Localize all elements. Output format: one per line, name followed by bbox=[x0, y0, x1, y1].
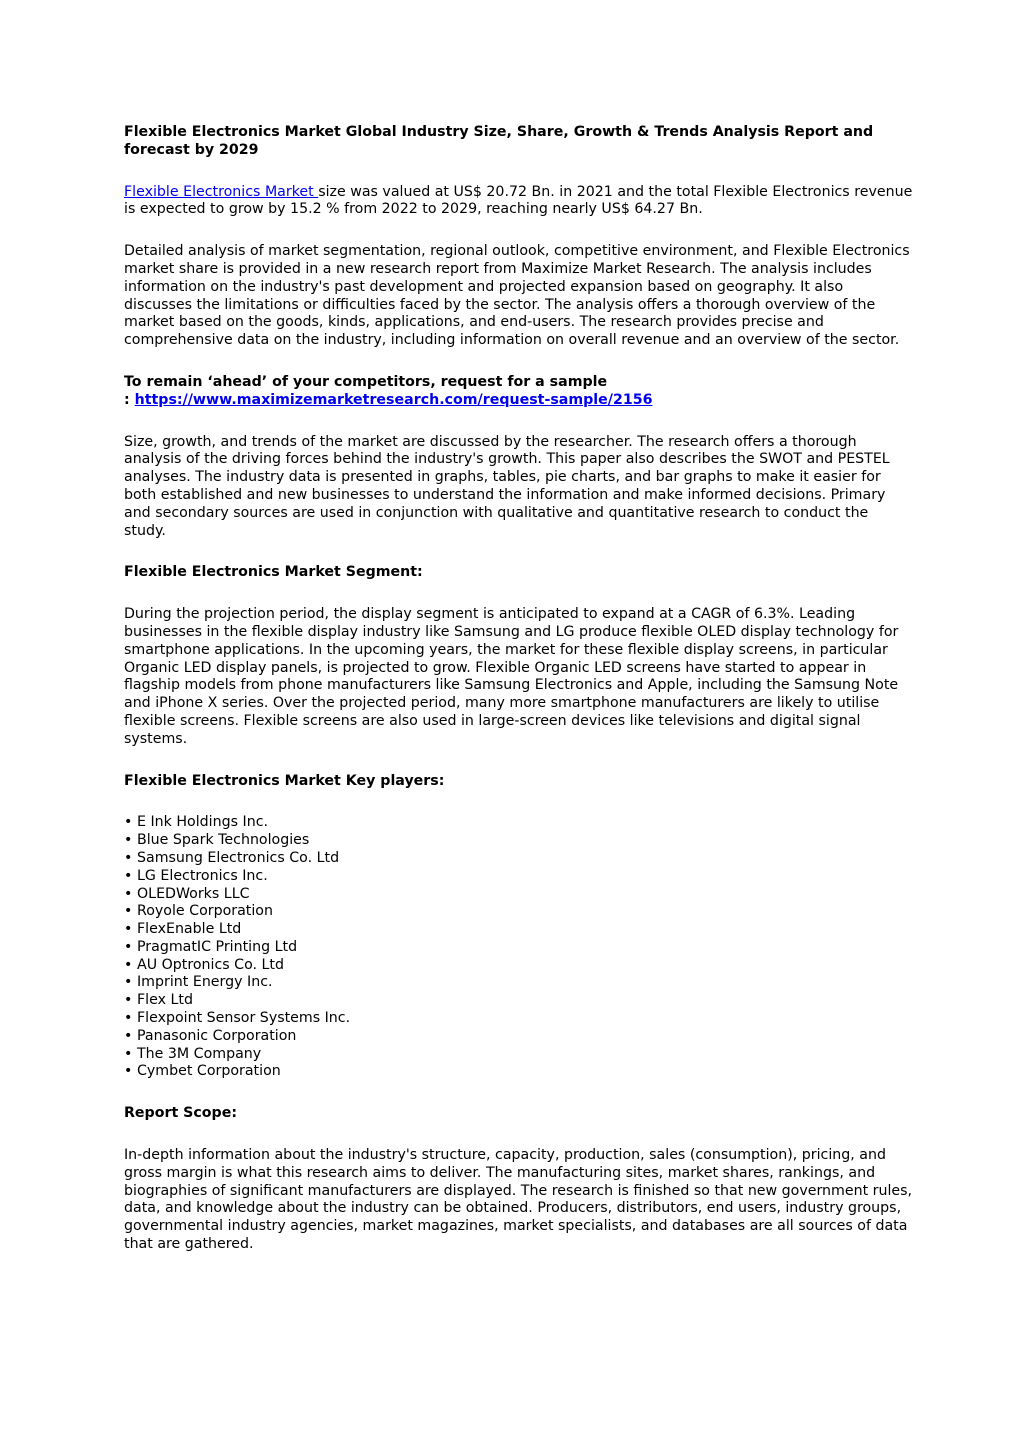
bullet-icon: • bbox=[124, 885, 133, 902]
key-player-item bbox=[124, 886, 914, 904]
key-player-item bbox=[124, 903, 914, 921]
key-player-item bbox=[124, 814, 914, 832]
sample-request-callout bbox=[124, 374, 914, 410]
document-page bbox=[124, 124, 914, 1278]
key-player-name: The 3M Company bbox=[137, 1045, 262, 1062]
bullet-icon: • bbox=[124, 974, 133, 991]
bullet-icon: • bbox=[124, 832, 133, 849]
intro-paragraph bbox=[124, 184, 914, 220]
key-player-name: Samsung Electronics Co. Ltd bbox=[137, 849, 340, 866]
key-player-name: Panasonic Corporation bbox=[137, 1027, 297, 1044]
bullet-icon: • bbox=[124, 867, 133, 884]
bullet-icon: • bbox=[124, 1045, 133, 1062]
bullet-icon: • bbox=[124, 1027, 133, 1044]
bullet-icon: • bbox=[124, 849, 133, 866]
key-player-item bbox=[124, 957, 914, 975]
market-link[interactable]: Flexible Electronics Market bbox=[124, 183, 319, 200]
intro-text: size was valued at US$ 20.72 Bn. in 2021 and the total Flexible Electronics revenue is expected to grow by 15.2 % from 2022 to 2029, reaching nearly US$ 64.27 Bn. bbox=[124, 183, 913, 218]
sample-request-prefix: : bbox=[124, 391, 135, 408]
bullet-icon: • bbox=[124, 903, 133, 920]
size-paragraph: Size, growth, and trends of the market are discussed by the researcher. The research offers a thorough analysis of the driving forces behind the industry's growth. This paper also describes the SWOT and PESTEL analyses. The industry data is presented in graphs, tables, pie charts, and bar graphs to make it easier for both established and new businesses to understand the information and make informed decisions. Primary and secondary sources are used in conjunction with qualitative and quantitative research to conduct the study. bbox=[124, 433, 890, 539]
key-player-name: OLEDWorks LLC bbox=[137, 885, 250, 902]
key-player-item bbox=[124, 1046, 914, 1064]
segment-paragraph: During the projection period, the display segment is anticipated to expand at a CAGR of 6.3%. Leading businesses in the flexible display industry like Samsung and LG produce flexible OLED display technology for smartphone applications. In the upcoming years, the market for these flexible display screens, in particular Organic LED display panels, is projected to grow. Flexible Organic LED screens have started to appear in flagship models from phone manufacturers like Samsung Electronics and Apple, including the Samsung Note and iPhone X series. Over the projected period, many more smartphone manufacturers are likely to utilise flexible screens. Flexible screens are also used in large-screen devices like televisions and digital signal systems. bbox=[124, 606, 899, 747]
bullet-icon: • bbox=[124, 956, 133, 973]
key-player-name: Cymbet Corporation bbox=[137, 1063, 281, 1080]
report-scope-paragraph: In-depth information about the industry's structure, capacity, production, sales (consumption), pricing, and gross margin is what this research aims to deliver. The manufacturing sites, market shares, rankings, and biographies of significant manufacturers are displayed. The research is finished so that new government rules, data, and knowledge about the industry can be obtained. Producers, distributors, end users, industry groups, governmental industry agencies, market magazines, market specialists, and databases are all sources of data that are gathered. bbox=[124, 1147, 913, 1253]
analysis-paragraph: Detailed analysis of market segmentation, regional outlook, competitive environment, and Flexible Electronics market share is provided in a new research report from Maximize Market Research. The analysis includes information on the industry's past development and projected expansion based on geography. It also discusses the limitations or difficulties faced by the sector. The analysis offers a thorough overview of the market based on the goods, kinds, applications, and end-users. The research provides precise and comprehensive data on the industry, including information on overall revenue and an overview of the sector. bbox=[124, 243, 910, 349]
key-player-item bbox=[124, 1028, 914, 1046]
key-player-name: E Ink Holdings Inc. bbox=[137, 814, 268, 831]
key-players-list bbox=[124, 814, 914, 1081]
key-players-heading: Flexible Electronics Market Key players: bbox=[124, 772, 445, 789]
key-player-item bbox=[124, 832, 914, 850]
bullet-icon: • bbox=[124, 1063, 133, 1080]
key-player-item bbox=[124, 921, 914, 939]
key-player-name: FlexEnable Ltd bbox=[137, 921, 242, 938]
bullet-icon: • bbox=[124, 921, 133, 938]
bullet-icon: • bbox=[124, 938, 133, 955]
key-player-item bbox=[124, 1063, 914, 1081]
key-player-item bbox=[124, 868, 914, 886]
key-player-name: Imprint Energy Inc. bbox=[137, 974, 273, 991]
sample-request-text: To remain ‘ahead’ of your competitors, request for a sample bbox=[124, 373, 608, 390]
key-player-name: LG Electronics Inc. bbox=[137, 867, 268, 884]
key-player-item bbox=[124, 974, 914, 992]
bullet-icon: • bbox=[124, 1010, 133, 1027]
sample-request-link[interactable]: https://www.maximizemarketresearch.com/request-sample/2156 bbox=[134, 391, 653, 408]
key-player-item bbox=[124, 1010, 914, 1028]
key-player-item bbox=[124, 850, 914, 868]
key-player-item bbox=[124, 992, 914, 1010]
key-player-name: PragmatIC Printing Ltd bbox=[137, 938, 298, 955]
key-player-item bbox=[124, 939, 914, 957]
bullet-icon: • bbox=[124, 814, 133, 831]
key-player-name: Flex Ltd bbox=[137, 992, 193, 1009]
document-title: Flexible Electronics Market Global Industry Size, Share, Growth & Trends Analysis Report and forecast by 2029 bbox=[124, 124, 874, 158]
key-player-name: Royole Corporation bbox=[137, 903, 273, 920]
key-player-name: Blue Spark Technologies bbox=[137, 832, 310, 849]
report-scope-heading: Report Scope: bbox=[124, 1105, 237, 1122]
key-player-name: Flexpoint Sensor Systems Inc. bbox=[137, 1010, 351, 1027]
segment-heading: Flexible Electronics Market Segment: bbox=[124, 564, 423, 581]
key-player-name: AU Optronics Co. Ltd bbox=[137, 956, 285, 973]
bullet-icon: • bbox=[124, 992, 133, 1009]
